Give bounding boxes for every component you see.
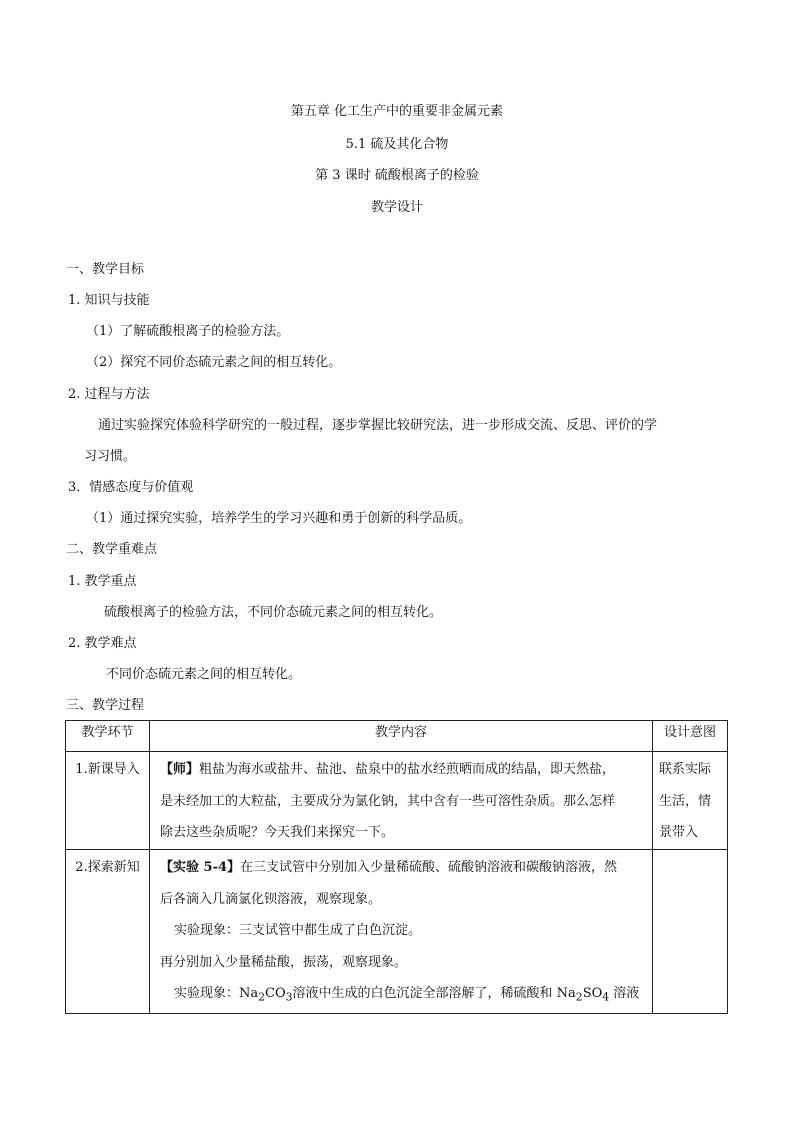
intent-line: 联系实际	[659, 762, 712, 777]
table-header-row	[66, 721, 728, 752]
content-line: 实验现象：三支试管中都生成了白色沉淀。	[174, 923, 422, 938]
heading-objectives: 一、教学目标	[66, 262, 145, 277]
content-line: 在三支试管中分别加入少量稀硫酸、硫酸钠溶液和碳酸钠溶液，然	[240, 860, 618, 875]
difficult-point-text: 不同价态硫元素之间的相互转化。	[106, 667, 302, 682]
table-row	[66, 850, 728, 1014]
heading-difficult-point: 2. 教学难点	[68, 636, 137, 651]
section-title: 5.1 硫及其化合物	[345, 137, 449, 152]
heading-attitude-values: 3．情感态度与价值观	[68, 480, 194, 495]
header-intent: 设计意图	[653, 721, 728, 752]
knowledge-item-2: （2）探究不同价态硫元素之间的相互转化。	[86, 355, 342, 370]
intent-cell	[659, 752, 723, 849]
content-cell	[160, 850, 646, 1013]
content-cell	[160, 752, 646, 849]
content-line: 再分别加入少量稀盐酸，振荡，观察现象。	[160, 954, 408, 970]
content-line: 是未经加工的大粒盐，主要成分为氯化钠，其中含有一些可溶性杂质。那么怎样	[160, 793, 616, 809]
content-line: 实验现象：$Na_2CO_3$溶液中生成的白色沉淀全部溶解了，稀硫酸和 $Na_2SO_4$ 溶液	[174, 986, 640, 1004]
key-point-text: 硫酸根离子的检验方法，不同价态硫元素之间的相互转化。	[104, 605, 443, 620]
intent-cell	[653, 850, 728, 1014]
intent-line: 景带入	[659, 825, 699, 840]
stage-cell: 1.新课导入	[75, 762, 140, 777]
content-line: 除去这些杂质呢？今天我们来探究一下。	[160, 825, 395, 840]
attitude-item-1: （1）通过探究实验，培养学生的学习兴趣和勇于创新的科学品质。	[86, 511, 472, 526]
heading-knowledge-skills: 1. 知识与技能	[68, 293, 150, 308]
chapter-title: 第五章 化工生产中的重要非金属元素	[290, 104, 504, 119]
knowledge-item-1: （1）了解硫酸根离子的检验方法。	[86, 324, 290, 339]
teacher-tag: 【师】	[160, 762, 200, 777]
intent-line: 生活，情	[659, 793, 712, 809]
heading-key-point: 1. 教学重点	[68, 574, 137, 589]
table-row	[66, 752, 728, 850]
header-stage: 教学环节	[66, 721, 150, 752]
lesson-title: 第 3 课时 硫酸根离子的检验	[315, 168, 479, 183]
heading-process: 三、教学过程	[66, 698, 145, 713]
content-line: 粗盐为海水或盐井、盐池、盐泉中的盐水经煎晒而成的结晶，即天然盐，	[199, 762, 616, 777]
heading-process-method: 2. 过程与方法	[68, 387, 150, 402]
process-text-line-1: 通过实验探究体验科学研究的一般过程，逐步掌握比较研究法，进一步形成交流、反思、评价的学	[98, 418, 658, 433]
stage-cell: 2.探索新知	[75, 860, 140, 875]
heading-key-difficult: 二、教学重难点	[66, 542, 158, 557]
doc-type-title: 教学设计	[370, 200, 423, 215]
process-text-line-2: 习习惯。	[84, 449, 137, 464]
experiment-tag: 【实验 5-4】	[160, 860, 241, 875]
content-line: 后各滴入几滴氯化钡溶液，观察现象。	[160, 891, 382, 907]
teaching-process-table	[65, 720, 728, 1014]
header-content: 教学内容	[150, 721, 653, 752]
